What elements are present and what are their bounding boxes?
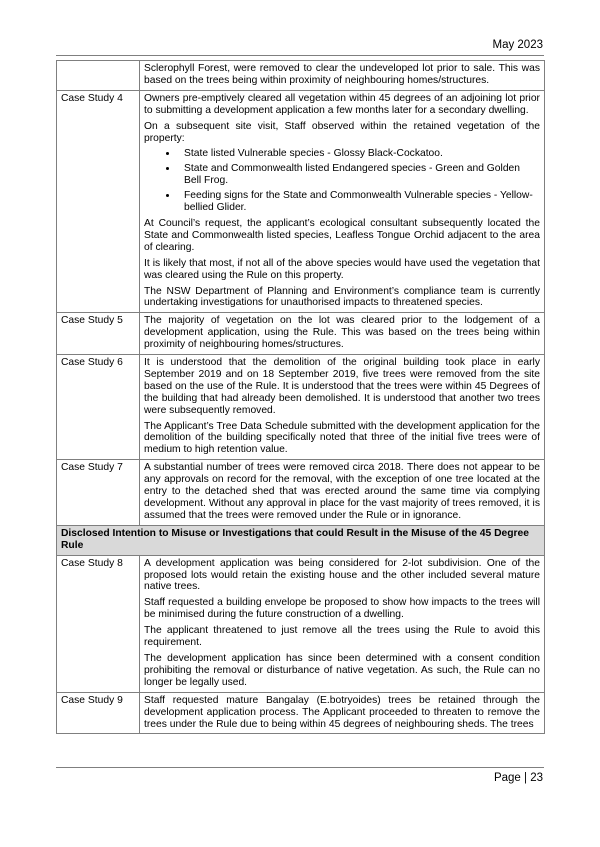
list-item: • State listed Vulnerable species - Glossy Black-Cockatoo.: [178, 148, 540, 160]
paragraph: The majority of vegetation on the lot was cleared prior to the lodgement of a development application, using the Rule. This was based on the trees being within proximity of neighbouring homes/structures.: [144, 315, 540, 351]
section-heading: Disclosed Intention to Misuse or Investigations that could Result in the Misuse of the 45 Degree Rule: [57, 525, 545, 555]
page-number: Page | 23: [493, 772, 543, 784]
paragraph: Staff requested a building envelope be proposed to show how impacts to the trees will be minimised during the future construction of a dwelling.: [144, 597, 540, 621]
row-label: Case Study 4: [57, 90, 140, 313]
list-item: • State and Commonwealth listed Endangered species - Green and Golden Bell Frog.: [178, 163, 540, 187]
paragraph: Staff requested mature Bangalay (E.botryoides) trees be retained through the development application process. The Applicant proceeded to threaten to remove the trees under the Rule due to being within 45 degrees of neighbouring sheds. The trees: [144, 694, 540, 730]
table-row: [57, 692, 545, 734]
row-content: [140, 460, 545, 526]
paragraph: It is understood that the demolition of the original building took place in early September 2019 and on 18 September 2019, five trees were removed from the site based on the use of the Rule. It is understood that the trees were within 45 Degrees of the building that had already been demolished. It is understood that another two trees were subsequently removed.: [144, 357, 540, 416]
row-content: [140, 355, 545, 460]
table-row: [57, 460, 545, 526]
row-label: [57, 61, 140, 91]
paragraph: The NSW Department of Planning and Environment’s compliance team is currently undertaking investigations for unauthorised impacts to threatened species.: [144, 285, 540, 309]
paragraph: Owners pre-emptively cleared all vegetation within 45 degrees of an adjoining lot prior to submitting a development application a few months later for a secondary dwelling.: [144, 92, 540, 116]
paragraph: A substantial number of trees were removed circa 2018. There does not appear to be any approvals on record for the removal, with the exception of one tree located at the entry to the detached shed that was erected around the same time via complying development. Without any approval in place for the vast majority of trees removed, it is assumed that the trees were removed under the Rule or in ignorance.: [144, 462, 540, 521]
paragraph: The applicant threatened to just remove all the trees using the Rule to avoid this requirement.: [144, 625, 540, 649]
row-content: [140, 313, 545, 355]
case-study-table: [56, 60, 545, 734]
table-row: [57, 355, 545, 460]
row-label: Case Study 5: [57, 313, 140, 355]
section-heading-row: [57, 525, 545, 555]
table-row: [57, 90, 545, 313]
row-content: [140, 692, 545, 734]
row-label: Case Study 8: [57, 555, 140, 692]
paragraph: On a subsequent site visit, Staff observed within the retained vegetation of the property:: [144, 120, 540, 144]
row-label: Case Study 7: [57, 460, 140, 526]
row-label: Case Study 9: [57, 692, 140, 734]
table-row: [57, 313, 545, 355]
paragraph: Sclerophyll Forest, were removed to clear the undeveloped lot prior to sale. This was based on the trees being within proximity of neighbouring homes/structures.: [144, 63, 540, 86]
list-item: • Feeding signs for the State and Commonwealth Vulnerable species - Yellow-bellied Glider.: [178, 190, 540, 214]
header-divider: [56, 55, 544, 56]
table-row: [57, 61, 545, 91]
header-date: May 2023: [492, 39, 543, 51]
footer-divider: [56, 767, 544, 768]
paragraph: At Council’s request, the applicant’s ecological consultant subsequently located the State and Commonwealth listed species, Leafless Tongue Orchid adjacent to the area of clearing.: [144, 217, 540, 253]
row-content: [140, 555, 545, 692]
paragraph: The development application has since been determined with a consent condition prohibiting the removal or disturbance of native vegetation. As such, the Rule can no longer be legally used.: [144, 652, 540, 688]
paragraph: A development application was being considered for 2-lot subdivision. One of the proposed lots would retain the existing house and the other included several mature native trees.: [144, 557, 540, 593]
row-label: Case Study 6: [57, 355, 140, 460]
paragraph: It is likely that most, if not all of the above species would have used the vegetation that was cleared using the Rule on this property.: [144, 257, 540, 281]
row-content: [140, 90, 545, 313]
table-row: [57, 555, 545, 692]
paragraph: The Applicant’s Tree Data Schedule submitted with the development application for the demolition of the building specifically noted that three of the initial five trees were of medium to high retention value.: [144, 420, 540, 456]
species-list: [144, 148, 540, 214]
row-content: [140, 61, 545, 91]
